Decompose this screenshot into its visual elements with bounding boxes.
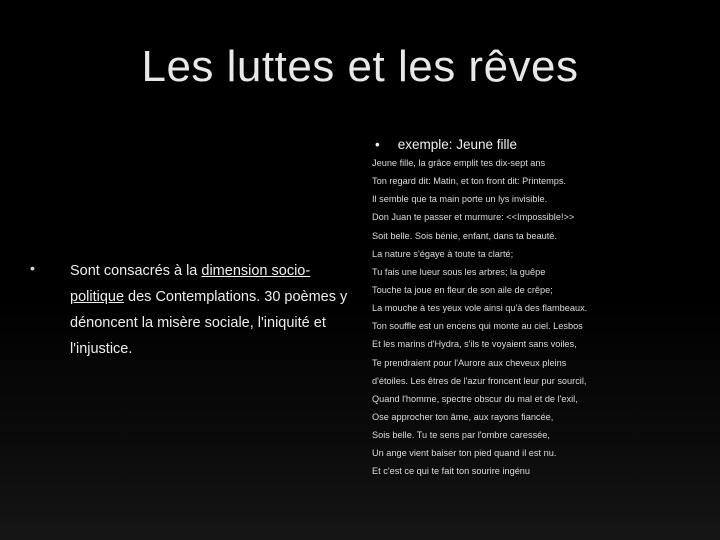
poem-heading-text: exemple: Jeune fille bbox=[397, 137, 518, 152]
poem-line: Don Juan te passer et murmure: <<Impossible!>> bbox=[372, 212, 575, 223]
poem-heading bbox=[375, 137, 517, 152]
poem-line: Ose approcher ton âme, aux rayons fiancée, bbox=[372, 411, 554, 422]
underlined-term: dimension socio-politique bbox=[70, 263, 311, 305]
poem-line: Un ange vient baiser ton pied quand il est nu. bbox=[372, 448, 557, 459]
poem-line: Tu fais une lueur sous les arbres; la guêpe bbox=[372, 266, 546, 277]
poem-line: Sois belle. Tu te sens par l'ombre caressée, bbox=[372, 430, 550, 441]
poem-line: La nature s'égaye à toute ta clarté; bbox=[372, 248, 514, 259]
bullet-marker: • bbox=[375, 137, 380, 152]
poem-line: Ton regard dit: Matin, et ton front dit: Printemps. bbox=[372, 176, 567, 187]
poem-line: Ton souffle est un encens qui monte au ciel. Lesbos bbox=[372, 321, 583, 332]
left-bullet-block bbox=[30, 258, 350, 362]
left-text-after: des Contemplations. 30 poèmes y dénoncent la misère sociale, l'iniquité et l'injustice. bbox=[70, 289, 348, 357]
poem-lines bbox=[372, 154, 712, 481]
bullet-marker: • bbox=[30, 260, 35, 276]
poem-line: Soit belle. Sois bénie, enfant, dans ta beauté. bbox=[372, 230, 557, 241]
left-text-before: Sont consacrés à la bbox=[70, 263, 202, 279]
poem-line: Touche ta joue en fleur de son aile de crêpe; bbox=[372, 284, 553, 295]
poem-line: Jeune fille, la grâce emplit tes dix-sept ans bbox=[372, 158, 546, 168]
left-bullet-text bbox=[70, 258, 350, 362]
poem-line: d'étoiles. Les êtres de l'azur froncent leur pur sourcil, bbox=[372, 375, 587, 386]
poem-line: Et c'est ce qui te fait ton sourire ingénu bbox=[372, 466, 531, 477]
slide-title: Les luttes et les rêves bbox=[141, 42, 579, 91]
poem-line: Et les marins d'Hydra, s'ils te voyaient sans voiles, bbox=[372, 339, 577, 350]
poem-line: Te prendraient pour l'Aurore aux cheveux pleins bbox=[372, 357, 567, 368]
poem-line: La mouche à tes yeux vole ainsi qu'à des flambeaux. bbox=[372, 303, 588, 314]
poem-line: Quand l'homme, spectre obscur du mal et de l'exil, bbox=[372, 393, 578, 404]
poem-line: Il semble que ta main porte un lys invisible. bbox=[372, 194, 548, 205]
